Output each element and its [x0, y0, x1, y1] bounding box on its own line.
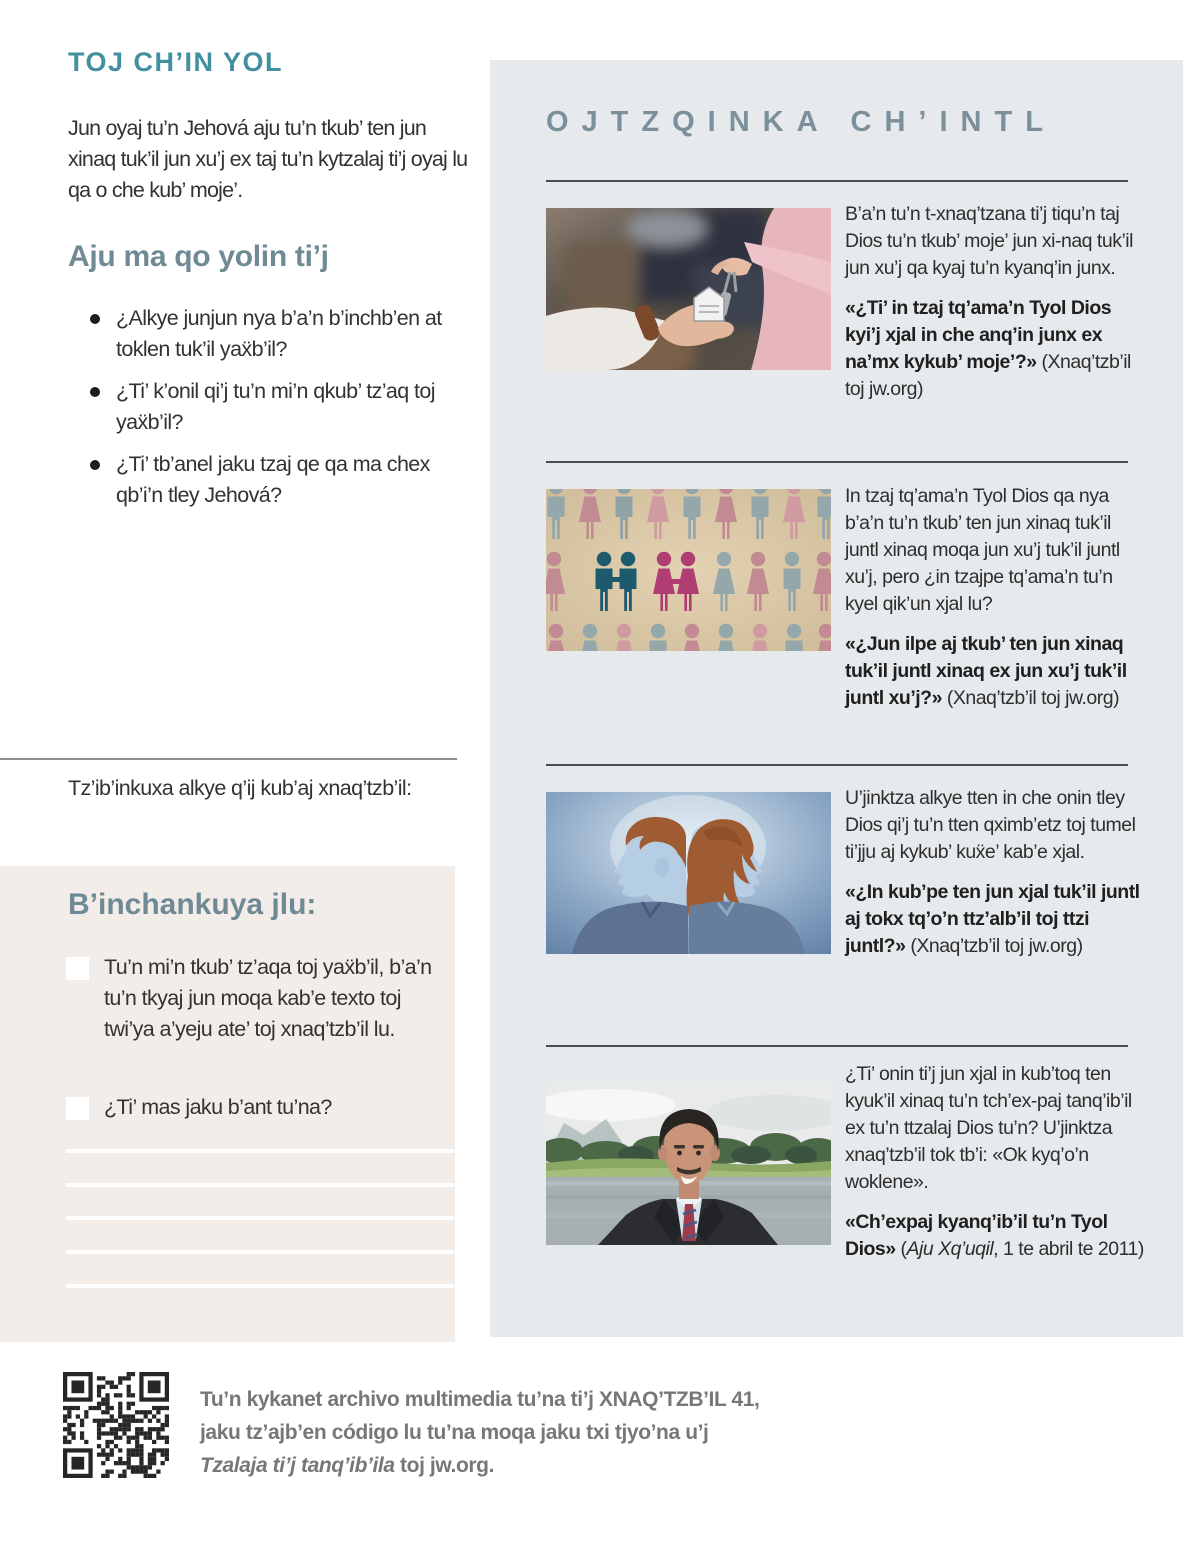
panel-section: [845, 201, 1145, 403]
qr-code: [63, 1372, 169, 1478]
panel-section: [845, 1061, 1145, 1263]
answer-line[interactable]: [66, 1250, 454, 1254]
keys-handover-photo: [546, 208, 831, 370]
footer-note: Tu’n kykanet archivo multimedia tu’na ti’j XNAQ’TZB’IL 41, jaku tz’ajb’en código lu tu’na moqa jaku txi tjyo’na u’j Tzalaja ti’j tanq’ib’ila toj jw.org.: [200, 1388, 760, 1477]
panel-section: [845, 483, 1145, 712]
answer-line[interactable]: [66, 1216, 454, 1220]
discussion-question: ¿Alkye junjun nya b’a’n b’inchb’en at toklen tuk’il yaẍb’il?: [68, 303, 473, 365]
panel-divider: [546, 764, 1128, 766]
section-source: (Xnaq’tzb’il toj jw.org): [946, 687, 1120, 709]
section-body: U’jinktza alkye tten in che onin tley Dios qi’j tu’n tten qximb’etz toj tumel ti’jju aj kykub’ kuẍe’ kab’e xjal.: [845, 787, 1136, 863]
discussion-question: ¿Ti’ tb’anel jaku tzaj qe qa ma chex qb’i’n tley Jehová?: [68, 449, 473, 511]
reference-panel: [490, 60, 1183, 1337]
kicker-heading: TOJ CH’IN YOL: [68, 47, 284, 77]
panel-divider: [546, 1045, 1128, 1047]
task-item: [66, 1092, 456, 1123]
couple-back-to-back-illustration: [546, 792, 831, 954]
section-divider: [0, 758, 457, 760]
man-by-lake-photo: [546, 1083, 831, 1245]
section-source: (Aju Xq’uqil, 1 te abril te 2011): [900, 1238, 1144, 1260]
tasks-box-heading: B’inchankuya jlu:: [68, 888, 317, 921]
intro-paragraph: Jun oyaj tu’n Jehová aju tu’n tkub’ ten jun xinaq tuk’il jun xu’j ex taj tu’n kytzalaj ti’j oyaj lu qa o che kub’ moje’.: [68, 116, 468, 202]
section-quote: «¿In kub’pe ten jun xjal tuk’il juntl aj tokx tq’o’n ttz’alb’il toj ttzi juntl?» (Xnaq’tzb’il toj jw.org): [845, 881, 1140, 957]
section-body: B’a’n tu’n t-xnaq’tzana ti’j tiqu’n taj Dios tu’n tkub’ moje’ jun xi-naq tuk’il jun xu’j qa kyaj tu’n kyanq’in junx.: [845, 203, 1133, 279]
write-date-prompt: Tz’ib’inkuxa alkye q’ij kub’aj xnaq’tzb’il:: [68, 776, 412, 800]
section-source: (Xnaq’tzb’il toj jw.org): [845, 351, 1131, 400]
panel-section: [845, 785, 1145, 960]
task-text: ¿Ti’ mas jaku b’ant tu’na?: [104, 1095, 332, 1119]
section-quote: «¿Jun ilpe aj tkub’ ten jun xinaq tuk’il juntl xinaq ex jun xu’j tuk’il juntl xu’j?» (Xnaq’tzb’il toj jw.org): [845, 633, 1127, 709]
task-item: [66, 952, 456, 1045]
panel-heading: OJTZQINKA CH’INTL: [546, 106, 1056, 138]
section-quote: «Ch’expaj kyanq’ib’il tu’n Tyol Dios» (Aju Xq’uqil, 1 te abril te 2011): [845, 1211, 1144, 1260]
task-text: Tu’n mi’n tkub’ tz’aqa toj yaẍb’il, b’a’n tu’n tkyaj jun moqa kab’e texto toj twi’ya a’yeju ate’ toj xnaq’tzb’il lu.: [104, 955, 432, 1041]
section-body: In tzaj tq’ama’n Tyol Dios qa nya b’a’n tu’n tkub’ ten jun xinaq tuk’il juntl xinaq moqa jun xu’j tuk’il juntl xu’j, pero ¿in tzajpe tq’ama’n tu’n kyel qik’un xjal lu?: [845, 485, 1120, 615]
checkbox[interactable]: [66, 1097, 89, 1120]
section-source: (Xnaq’tzb’il toj jw.org): [910, 935, 1083, 957]
panel-divider: [546, 461, 1128, 463]
discussion-questions: [68, 303, 473, 522]
panel-divider: [546, 180, 1128, 182]
answer-line[interactable]: [66, 1149, 454, 1153]
discussion-heading: Aju ma qo yolin ti’j: [68, 240, 329, 273]
answer-line[interactable]: [66, 1183, 454, 1187]
discussion-question: ¿Ti’ k’onil qi’j tu’n mi’n qkub’ tz’aq toj yaẍb’il?: [68, 376, 473, 438]
section-quote: «¿Ti’ in tzaj tq’ama’n Tyol Dios kyi’j xjal in che anq’in junx ex na’mx kykub’ moje’?» (Xnaq’tzb’il toj jw.org): [845, 297, 1131, 400]
answer-line[interactable]: [66, 1284, 454, 1288]
crowd-pictogram-illustration: [546, 489, 831, 651]
section-body: ¿Ti’ onin ti’j jun xjal in kub’toq ten kyuk’il xinaq tu’n tch’ex-paj tanq’ib’il ex tu’n ttzalaj Dios tu’n? U’jinktza xnaq’tzb’il tok tb’i: «Ok kyq’o’n woklene».: [845, 1063, 1132, 1193]
tasks-box: [0, 866, 455, 1342]
checkbox[interactable]: [66, 957, 89, 980]
